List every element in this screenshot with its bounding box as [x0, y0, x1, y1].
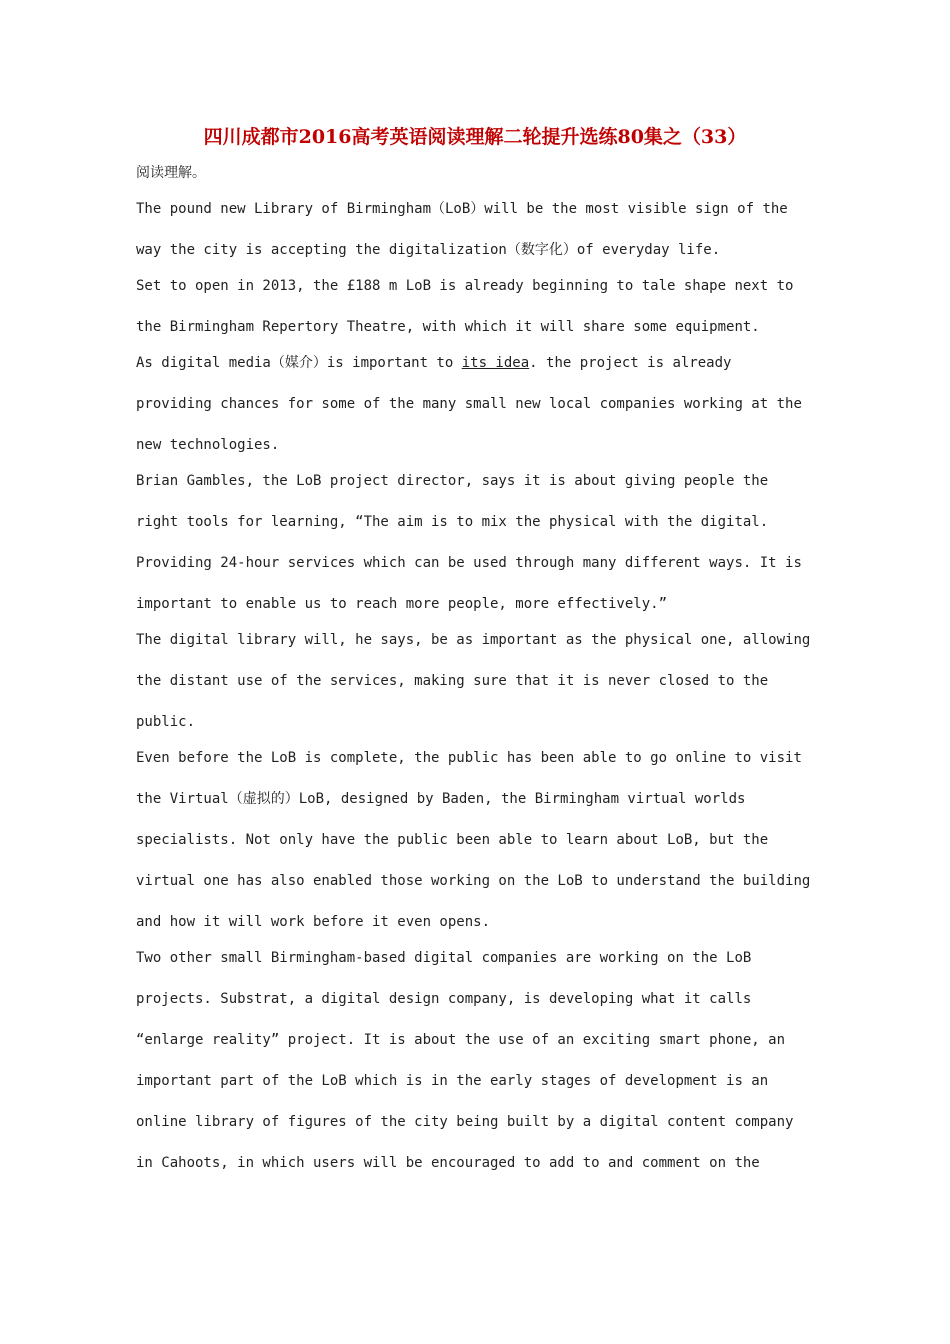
text-line: Set to open in 2013, the £188 m LoB is already beginning to tale shape next to [136, 278, 794, 294]
text-line: virtual one has also enabled those working on the LoB to understand the building [136, 873, 811, 889]
text-line: Even before the LoB is complete, the public has been able to go online to visit [136, 750, 802, 766]
text-line: providing chances for some of the many small new local companies working at the [136, 396, 802, 412]
line-rest: the project is already [546, 355, 732, 371]
text-line: The pound new Library of Birmingham（LoB）will be the most visible sign of the [136, 201, 788, 217]
text-line: Brian Gambles, the LoB project director, says it is about giving people the [136, 473, 769, 489]
line-prefix: As digital media（媒介）is important to [136, 355, 462, 371]
text-line-with-underline [136, 352, 816, 393]
text-line: projects. Substrat, a digital design company, is developing what it calls [136, 991, 752, 1007]
text-line: right tools for learning, “The aim is to mix the physical with the digital. [136, 514, 769, 530]
document-title: 四川成都市2016高考英语阅读理解二轮提升选练80集之（33） [203, 126, 747, 148]
document-body [136, 162, 816, 1193]
text-line: in Cahoots, in which users will be encouraged to add to and comment on the [136, 1155, 760, 1171]
text-line: and how it will work before it even opens. [136, 914, 491, 930]
text-line: the Virtual（虚拟的）LoB, designed by Baden, the Birmingham virtual worlds [136, 791, 746, 807]
underlined-phrase: its idea [461, 355, 530, 371]
text-line: the distant use of the services, making sure that it is never closed to the [136, 673, 769, 689]
text-line: Two other small Birmingham-based digital companies are working on the LoB [136, 950, 752, 966]
text-line: specialists. Not only have the public been able to learn about LoB, but the [136, 832, 769, 848]
intro-line: 阅读理解。 [136, 165, 206, 181]
text-line: way the city is accepting the digitalization（数字化）of everyday life. [136, 242, 721, 258]
text-line: The digital library will, he says, be as important as the physical one, allowing [136, 632, 811, 648]
text-line: public. [136, 714, 196, 730]
line-suffix: . [529, 355, 547, 371]
text-line: the Birmingham Repertory Theatre, with which it will share some equipment. [136, 319, 760, 335]
text-line: important part of the LoB which is in the early stages of development is an [136, 1073, 769, 1089]
text-line: important to enable us to reach more people, more effectively.” [136, 596, 668, 612]
text-line: new technologies. [136, 437, 280, 453]
text-line: online library of figures of the city being built by a digital content company [136, 1114, 794, 1130]
text-line: Providing 24-hour services which can be used through many different ways. It is [136, 555, 802, 571]
text-line: “enlarge reality” project. It is about the use of an exciting smart phone, an [136, 1032, 786, 1048]
